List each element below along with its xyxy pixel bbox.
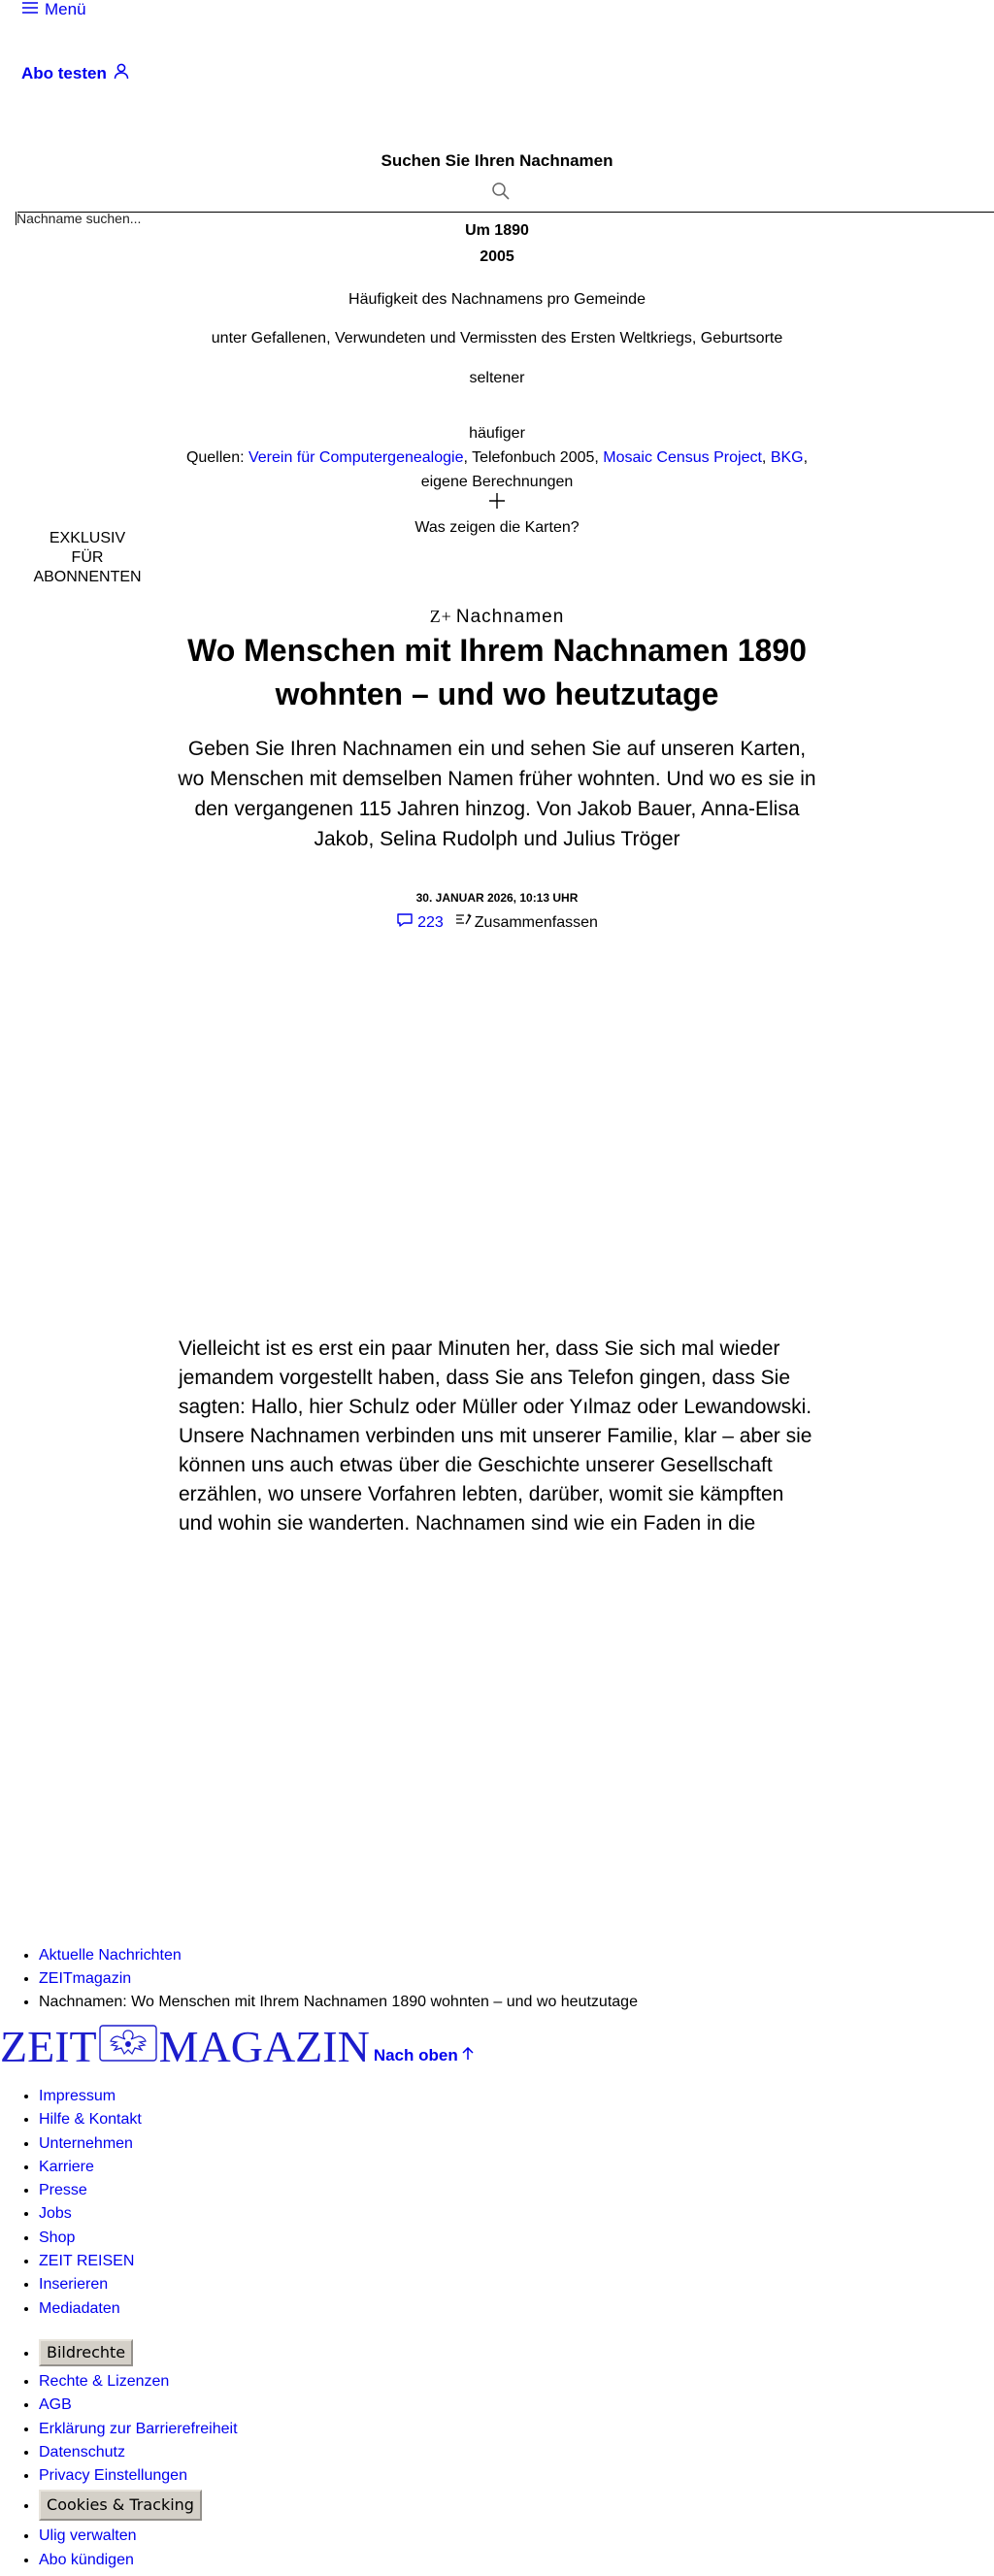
sources-suffix: , eigene Berechnungen	[420, 449, 809, 490]
breadcrumb-link-news[interactable]: Aktuelle Nachrichten	[39, 1947, 182, 1964]
footer-link-impressum[interactable]: Impressum	[39, 2088, 116, 2104]
map-subtitle: unter Gefallenen, Verwundeten und Vermissten des Ersten Weltkriegs, Geburtsorte	[211, 330, 783, 347]
abo-testen-link[interactable]	[21, 62, 130, 84]
arrow-up-icon	[462, 2046, 474, 2065]
summary-label: Zusammenfassen	[474, 913, 598, 931]
article-date	[0, 891, 994, 905]
footer-link-abo-kuendigen[interactable]: Abo kündigen	[39, 2551, 134, 2568]
footer-item	[39, 2464, 238, 2488]
hamburger-icon	[21, 0, 39, 19]
cookies-tracking-button[interactable]: Cookies & Tracking	[39, 2490, 202, 2521]
footer-item	[39, 2525, 238, 2548]
footer-link-inserieren[interactable]: Inserieren	[39, 2276, 109, 2294]
map-year-old: Um 1890	[465, 222, 529, 239]
bildrechte-button[interactable]: Bildrechte	[39, 2339, 133, 2366]
footer-item	[39, 2250, 142, 2273]
summary-button[interactable]	[455, 912, 598, 933]
back-to-top-link[interactable]	[374, 2046, 474, 2065]
zplus-icon: Z+	[429, 607, 452, 626]
footer-item	[39, 2297, 142, 2321]
user-icon	[113, 62, 130, 84]
comment-icon	[396, 912, 414, 933]
footer-item	[39, 2549, 238, 2572]
footer-logo-row	[0, 2022, 474, 2071]
breadcrumb	[0, 1944, 638, 2014]
map-title: Häufigkeit des Nachnamens pro Gemeinde	[348, 291, 646, 308]
source-link-bkg[interactable]: BKG	[770, 449, 804, 466]
menu-label: Menü	[45, 0, 86, 18]
article-body-paragraph: Vielleicht ist es erst ein paar Minuten her, dass Sie sich mal wieder jemandem vorgestellt haben, dass Sie ans Telefon gingen, dass Sie sagten: Hallo, hier Schulz oder Müller oder Yılmaz oder Lewandowski. Unsere Nachnamen verbinden uns mit unserer Familie, klar – aber sie können uns auch etwas über die Geschichte unserer Gesellschaft erzählen, wo unsere Vorfahren lebten, darüber, womit sie kämpften und wohin sie wanderten. Nachnamen sind wie ein Faden in die	[179, 1338, 812, 1535]
plus-icon[interactable]	[0, 490, 994, 513]
footer-link-zeit-reisen[interactable]: ZEIT REISEN	[39, 2253, 135, 2270]
comments-count: 223	[417, 913, 444, 931]
map-sources	[175, 446, 819, 494]
badge-line-3: ABONNENTEN	[33, 569, 142, 585]
footer-item	[39, 2490, 238, 2521]
legend-low-label: seltener	[469, 370, 525, 386]
legend-high-label: häufiger	[469, 425, 525, 442]
article-date-text: 30. JANUAR 2026, 10:13 UHR	[415, 891, 579, 905]
footer-nav-primary	[0, 2085, 142, 2321]
footer-link-mediadaten[interactable]: Mediadaten	[39, 2299, 120, 2317]
source-link-compgen[interactable]: Verein für Computergenealogie	[248, 449, 464, 466]
footer-item	[39, 2441, 238, 2464]
logo-zeit: ZEIT	[0, 2022, 97, 2071]
breadcrumb-item-current: • Nachnamen: Wo Menschen mit Ihrem Nachnamen 1890 wohnten – und wo heutzutage	[39, 1991, 638, 2014]
footer-link-barrierefreiheit[interactable]: Erklärung zur Barrierefreiheit	[39, 2420, 238, 2437]
footer-link-shop[interactable]: Shop	[39, 2229, 76, 2246]
footer-link-agb[interactable]: AGB	[39, 2396, 72, 2414]
footer-item	[39, 2418, 238, 2441]
source-link-mosaic[interactable]: Mosaic Census Project	[603, 449, 762, 466]
search-icon[interactable]	[491, 182, 511, 206]
footer-link-hilfe[interactable]: Hilfe & Kontakt	[39, 2111, 142, 2129]
breadcrumb-item	[39, 1944, 638, 1967]
map-year-new: 2005	[480, 248, 514, 265]
footer-link-jobs[interactable]: Jobs	[39, 2205, 72, 2223]
footer-item	[39, 2108, 142, 2131]
breadcrumb-item	[39, 1967, 638, 1991]
footer-item	[39, 2370, 238, 2394]
article-headline: Wo Menschen mit Ihrem Nachnamen 1890 wohnten – und wo heutzutage	[187, 633, 807, 711]
sources-mid: , Telefonbuch 2005,	[463, 449, 604, 466]
footer-link-privacy[interactable]: Privacy Einstellungen	[39, 2467, 187, 2485]
search-title: Suchen Sie Ihren Nachnamen	[381, 151, 613, 170]
sources-sep: ,	[761, 449, 771, 466]
article-kicker	[0, 607, 994, 628]
article-meta	[0, 912, 994, 933]
footer-item	[39, 2394, 238, 2417]
footer-link-rechte[interactable]: Rechte & Lizenzen	[39, 2373, 170, 2390]
eagle-emblem-icon	[99, 2025, 157, 2069]
logo-magazin: MAGAZIN	[158, 2022, 370, 2071]
footer-link-presse[interactable]: Presse	[39, 2182, 87, 2199]
abo-label: Abo testen	[21, 63, 107, 83]
badge-line-1: EXKLUSIV	[49, 530, 126, 546]
footer-item	[39, 2339, 238, 2366]
badge-line-2: FÜR	[71, 549, 104, 566]
footer-nav-secondary	[0, 2339, 238, 2572]
summary-icon	[455, 912, 473, 933]
exclusive-badge	[29, 529, 146, 587]
footer-link-unternehmen[interactable]: Unternehmen	[39, 2134, 133, 2152]
footer-item	[39, 2156, 142, 2179]
footer-item	[39, 2179, 142, 2202]
article-teaser: Geben Sie Ihren Nachnamen ein und sehen Sie auf unseren Karten, wo Menschen mit demselben Namen früher wohnten. Und wo es sie in den vergangenen 115 Jahren hinzog. Von Jakob Bauer, Anna-Elisa Jakob, Selina Rudolph und Julius Tröger	[178, 738, 816, 850]
menu-button[interactable]	[21, 0, 86, 19]
footer-item	[39, 2227, 142, 2250]
footer-item	[39, 2085, 142, 2108]
back-to-top-label: Nach oben	[373, 2046, 458, 2064]
breadcrumb-link-zeitmagazin[interactable]: ZEITmagazin	[39, 1970, 132, 1987]
footer-link-datenschutz[interactable]: Datenschutz	[39, 2443, 125, 2460]
zeitmagazin-logo[interactable]	[0, 2022, 370, 2071]
footer-link-ulig[interactable]: Ulig verwalten	[39, 2527, 137, 2545]
footer-item	[39, 2202, 142, 2226]
footer-item	[39, 2132, 142, 2156]
map-help-toggle[interactable]: Was zeigen die Karten?	[414, 519, 580, 536]
footer-item	[39, 2273, 142, 2296]
comments-link[interactable]	[396, 912, 444, 933]
sources-prefix: Quellen:	[185, 449, 248, 466]
footer-link-karriere[interactable]: Karriere	[39, 2158, 94, 2175]
kicker-label: Nachnamen	[455, 607, 565, 627]
